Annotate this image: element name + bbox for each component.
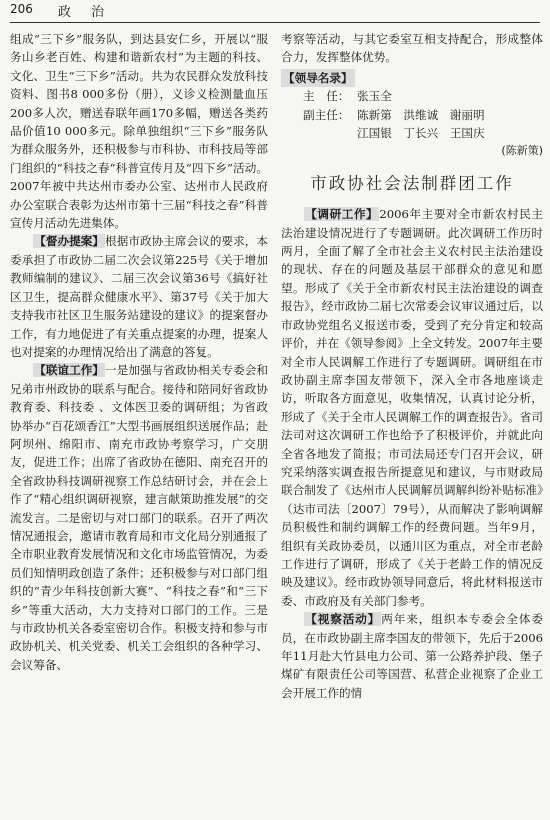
role-deputy: 副主任：	[303, 107, 350, 122]
names-deputy-2: 江国银 丁长兴 王国庆	[357, 126, 485, 141]
section-heading: 政 治	[58, 5, 113, 20]
paragraph-inspection	[281, 610, 543, 702]
tag-inspection: 【视察活动】	[305, 612, 381, 627]
paragraph-sanxiaxiang: 组成“三下乡”服务队，到达县安仁乡，开展以“服务山乡老百姓、构建和谐新农村”为主题的科技、文化、卫生“三下乡”活动。共为农民群众发放科技资料、图书8 000多份（册），义诊义检测量血压200多人次，赠送春联年画170多幅，赠送各类药品价值10 000多元。除单独组织“三下乡”服务队为群众服务外，还积极参与市科协、市科技局等部门组织的“科技之春”科普宣传月及“四下乡”活动。2007年被中共达州市委办公室、达州市人民政府办公室联合表彰为达州市第十三届“科技之春”科普宣传月活动先进集体。	[10, 32, 268, 231]
text-inspection: 两年来，组织本专委会全体委员，在市政协副主席李国友的带领下，先后于2006年11月赴大竹县电力公司、第一公路养护段、堡子煤矿有限责任公司等国营、私营企业视察了企业工会开展工作的情	[281, 612, 543, 700]
section-title: 市政协社会法制群团工作	[310, 173, 514, 193]
author-signature: (陈新策)	[501, 144, 543, 158]
running-header	[10, 0, 540, 23]
tag-liaison-work: 【联谊工作】	[34, 363, 105, 378]
text-liaison-work: 一是加强与省政协相关专委会和兄弟市州政协的联系与配合。接待和陪同好省政协教育委、科技委 、文体医卫委的调研组；为省政协举办“百花颂香江”大型书画展组织送展作品；赴阿坝州、绵阳市、南充市政协考察学习，广交朋友，促进工作；出席了省政协在德阳、南充召开的全省政协科技调研视察工作总结研讨会，并在会上作了“精心组织调研视察，建言献策助推发展”的交流发言。二是密切与对口部门的联系。召开了两次情况通报会，邀请市教育局和市文化局分别通报了全市职业教育发展情况和文化市场监管情况，为委员们知情明政创造了条件；还积极参与对口部门组织的“青少年科技创新大赛”、“科技之春”和“三下乡”等重大活动，大力支持对口部门的工作。三是与市政协机关各委室密切合作。积极支持和参与市政协机关、机关党委、机关工会组织的各种学习、会议筹备、	[10, 363, 268, 672]
paragraph-research-work	[281, 205, 543, 610]
left-column	[10, 30, 268, 674]
leaders-list-title: 【领导名录】	[281, 69, 355, 87]
tag-research-work: 【调研工作】	[305, 207, 379, 222]
paragraph-liaison-work	[10, 361, 268, 674]
role-director: 主 任：	[303, 89, 350, 104]
text-research-work: 2006年主要对全市新农村民主法治建设情况进行了专题调研。此次调研工作历时两月，全面了解了全市社会主义农村民主法治建设的现状、存在的问题及基层干部群众的意见和愿望。形成了《关于全市新农村民主法治建设的调查报告》，经市政协二届七次常委会议审议通过后，以市政协党组名义报送市委，受到了充分肯定和较高评价，并在《领导参阅》上全文转发。2007年主要对全市人民调解工作进行了专题调研。调研组在市政协副主席李国友带领下，深入全市各地座谈走访，听取各方面意见，收集情况，认真讨论分析，形成了《关于全市人民调解工作的调查报告》。省司法司对这次调研工作也给予了积极评价，并就此向全省各地发了简报；市司法局还专门召开会议，研究采纳落实调查报告所提意见和建议，与市财政局联合制发了《达州市人民调解员调解纠纷补贴标准》（达市司法〔2007〕79号），从而解决了影响调解员积极性和制约调解工作的经费问题。当年9月，组织有关政协委员，以通川区为重点，对全市老龄工作进行了调研，形成了《关于老龄工作的情况反映及建议》。经市政协领导同意后，将此材料报送市委、市政府及有关部门参考。	[281, 207, 543, 608]
leader-row-deputy-2	[281, 124, 543, 142]
name-director: 张玉全	[357, 89, 392, 104]
right-column	[281, 30, 543, 702]
tag-proposal-supervision: 【督办提案】	[34, 234, 105, 249]
leader-row-director	[281, 87, 543, 105]
paragraph-proposal-supervision	[10, 232, 268, 361]
paragraph-continuation: 考察等活动，与其它委室互相支持配合，形成整体合力，发挥整体优势。	[281, 32, 543, 65]
text-proposal-supervision: 根据市政协主席会议的要求，本委承担了市政协二届二次会议第225号《关于增加教师编制的建议》、二届三次会议第36号《搞好社区卫生，提高群众健康水平》、第37号《关于加大支持我市社区卫生服务站建设的建议》的提案督办工作，有力地促进了有关重点提案的办理，提案人也对提案的办理情况给出了满意的答复。	[10, 234, 268, 359]
leader-row-deputy	[281, 106, 543, 124]
page-number: 206	[10, 2, 33, 16]
names-deputy-1: 陈新第 洪维诚 谢丽明	[357, 107, 485, 122]
